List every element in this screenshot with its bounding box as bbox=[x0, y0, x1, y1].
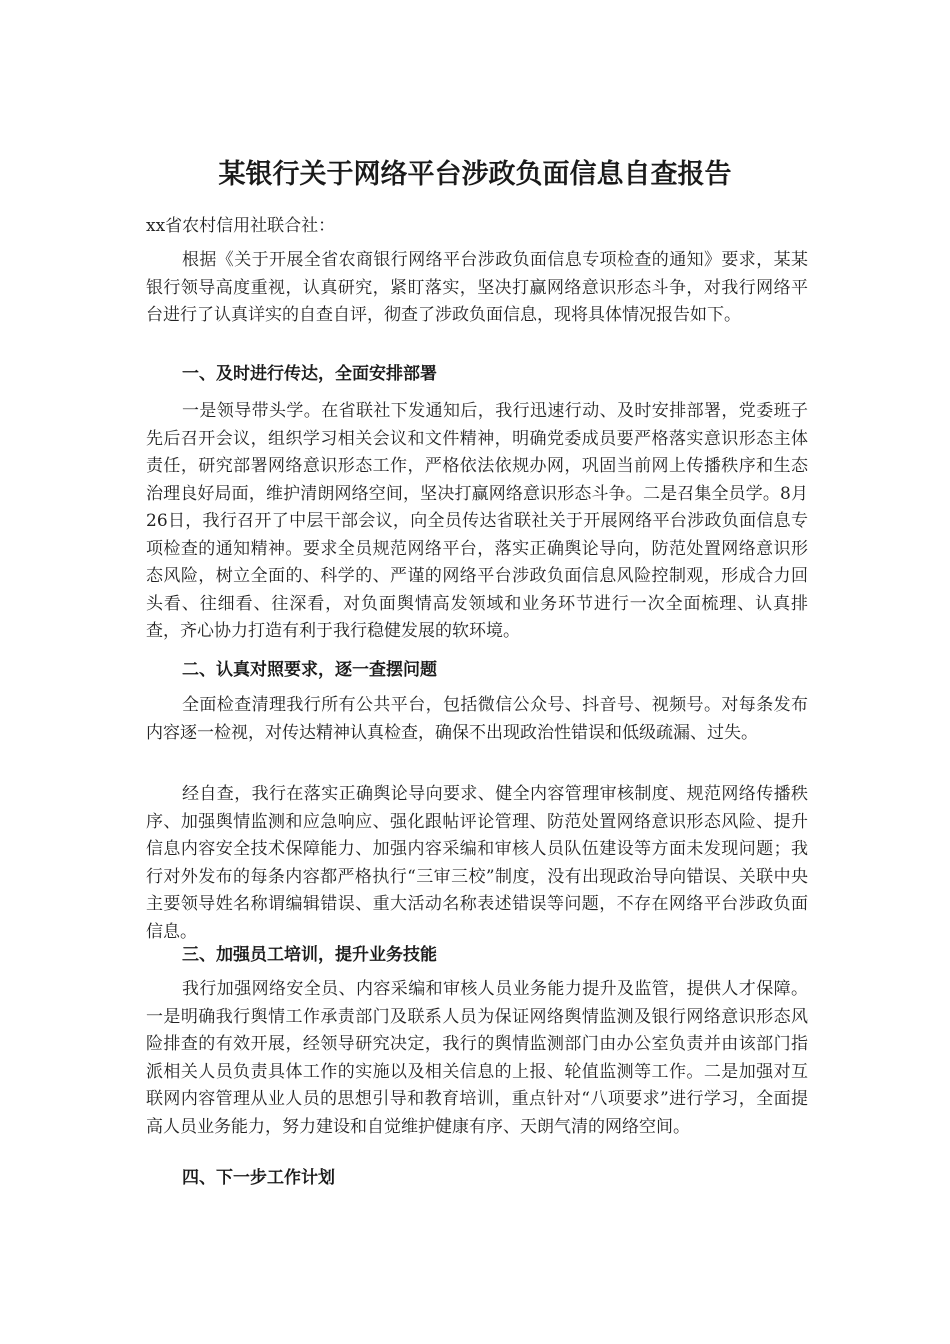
section-heading-3: 三、加强员工培训，提升业务技能 bbox=[182, 945, 437, 965]
section-2-paragraph-2: 经自查，我行在落实正确舆论导向要求、健全内容管理审核制度、规范网络传播秩序、加强舆情监测和应急响应、强化跟帖评论管理、防范处置网络意识形态风险、提升信息内容安全技术保障能力、加强内容采编和审核人员队伍建设等方面未发现问题；我行对外发布的每条内容都严格执行“三审三校”制度，没有出现政治导向错误、关联中央主要领导姓名称谓编辑错误、重大活动名称表述错误等问题，不存在网络平台涉政负面信息。 bbox=[146, 784, 808, 942]
section-heading-2: 二、认真对照要求，逐一查摆问题 bbox=[182, 660, 437, 680]
section-1-paragraph-1: 一是领导带头学。在省联社下发通知后，我行迅速行动、及时安排部署，党委班子先后召开会议，组织学习相关会议和文件精神，明确党委成员要严格落实意识形态主体责任，研究部署网络意识形态工作，严格依法依规办网，巩固当前网上传播秩序和生态治理良好局面，维护清朗网络空间，坚决打赢网络意识形态斗争。二是召集全员学。8月26日，我行召开了中层干部会议，向全员传达省联社关于开展网络平台涉政负面信息专项检查的通知精神。要求全员规范网络平台，落实正确舆论导向，防范处置网络意识形态风险，树立全面的、科学的、严谨的网络平台涉政负面信息风险控制观，形成合力回头看、往细看、往深看，对负面舆情高发领域和业务环节进行一次全面梳理、认真排查，齐心协力打造有利于我行稳健发展的软环境。 bbox=[146, 401, 808, 641]
section-heading-4: 四、下一步工作计划 bbox=[182, 1168, 335, 1188]
document-title: 某银行关于网络平台涉政负面信息自查报告 bbox=[218, 159, 732, 190]
section-heading-1: 一、及时进行传达，全面安排部署 bbox=[182, 364, 437, 384]
section-2-paragraph-1: 全面检查清理我行所有公共平台，包括微信公众号、抖音号、视频号。对每条发布内容逐一检视，对传达精神认真检查，确保不出现政治性错误和低级疏漏、过失。 bbox=[146, 695, 808, 743]
intro-paragraph: 根据《关于开展全省农商银行网络平台涉政负面信息专项检查的通知》要求，某某银行领导高度重视，认真研究，紧盯落实，坚决打赢网络意识形态斗争，对我行网络平台进行了认真详实的自查自评，彻查了涉政负面信息，现将具体情况报告如下。 bbox=[146, 250, 808, 325]
section-3-paragraph-1: 我行加强网络安全员、内容采编和审核人员业务能力提升及监管，提供人才保障。一是明确我行舆情工作承责部门及联系人员为保证网络舆情监测及银行网络意识形态风险排查的有效开展，经领导研究决定，我行的舆情监测部门由办公室负责并由该部门指派相关人员负责具体工作的实施以及相关信息的上报、轮值监测等工作。二是加强对互联网内容管理从业人员的思想引导和教育培训，重点针对“八项要求”进行学习，全面提高人员业务能力，努力建设和自觉维护健康有序、天朗气清的网络空间。 bbox=[146, 979, 808, 1137]
salutation: xx省农村信用社联合社： bbox=[146, 216, 336, 236]
